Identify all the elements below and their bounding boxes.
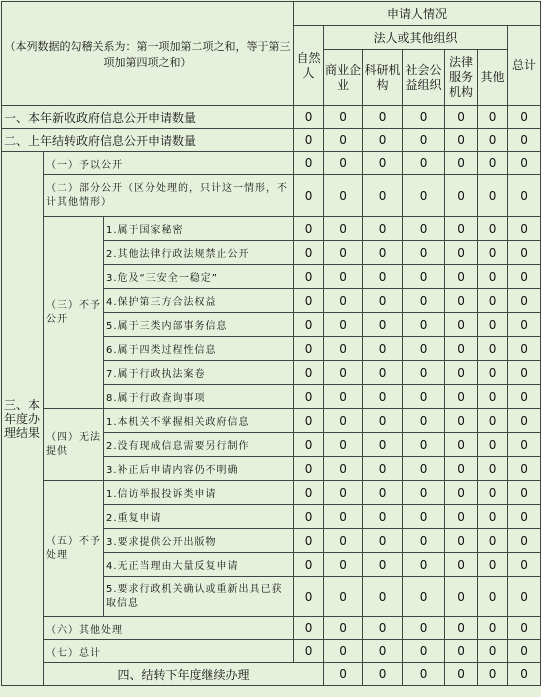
row-label: （七）总计 <box>44 640 294 663</box>
cell-value: 0 <box>508 175 541 217</box>
cell-value: 0 <box>294 409 324 433</box>
cell-value: 0 <box>478 217 508 241</box>
cell-value: 0 <box>294 265 324 289</box>
table-row <box>2 152 541 175</box>
cell-value: 0 <box>508 505 541 529</box>
cell-value: 0 <box>508 241 541 265</box>
cell-value: 0 <box>403 106 445 129</box>
cell-value: 0 <box>478 361 508 385</box>
cell-value: 0 <box>324 129 363 152</box>
cell-value: 0 <box>445 553 478 577</box>
row-label: 3.危及“三安全一稳定” <box>104 265 294 289</box>
header-legal-service: 法律服务机构 <box>445 50 478 106</box>
header-commercial: 商业企业 <box>324 50 363 106</box>
cell-value: 0 <box>403 640 445 663</box>
row-label: 1.信访举报投诉类申请 <box>104 481 294 505</box>
cell-value: 0 <box>363 409 403 433</box>
cell-value: 0 <box>324 361 363 385</box>
table-row <box>2 481 541 505</box>
cell-value: 0 <box>403 505 445 529</box>
cell-value: 0 <box>445 361 478 385</box>
cell-value: 0 <box>403 663 445 686</box>
cell-value: 0 <box>478 265 508 289</box>
cell-value: 0 <box>445 409 478 433</box>
cell-value: 0 <box>363 289 403 313</box>
cell-value: 0 <box>294 289 324 313</box>
cell-value: 0 <box>478 577 508 617</box>
header-total: 总计 <box>508 26 541 106</box>
cell-value: 0 <box>508 553 541 577</box>
cell-value: 0 <box>324 433 363 457</box>
cell-value: 0 <box>363 265 403 289</box>
table-row <box>2 129 541 152</box>
cell-value: 0 <box>478 313 508 337</box>
cell-value: 0 <box>478 175 508 217</box>
group-label-not-disclosed: （三）不予公开 <box>44 217 104 409</box>
header-natural-person: 自然人 <box>294 26 324 106</box>
cell-value: 0 <box>324 663 363 686</box>
cell-value: 0 <box>294 361 324 385</box>
cell-value: 0 <box>363 313 403 337</box>
cell-value: 0 <box>445 152 478 175</box>
cell-value: 0 <box>508 617 541 640</box>
cell-value: 0 <box>478 433 508 457</box>
row-label: （一）予以公开 <box>44 152 294 175</box>
header-legal-group: 法人或其他组织 <box>324 26 508 50</box>
cell-value: 0 <box>445 481 478 505</box>
cell-value: 0 <box>445 217 478 241</box>
cell-value: 0 <box>478 505 508 529</box>
cell-value: 0 <box>445 241 478 265</box>
cell-value: 0 <box>403 152 445 175</box>
cell-value: 0 <box>508 289 541 313</box>
cell-value: 0 <box>363 640 403 663</box>
cell-value: 0 <box>478 289 508 313</box>
cell-value: 0 <box>508 265 541 289</box>
cell-value: 0 <box>508 663 541 686</box>
cell-value: 0 <box>403 217 445 241</box>
cell-value: 0 <box>445 529 478 553</box>
cell-value: 0 <box>445 617 478 640</box>
row-label: 2.没有现成信息需要另行制作 <box>104 433 294 457</box>
cell-value: 0 <box>403 481 445 505</box>
header-note: （本列数据的勾稽关系为：第一项加第二项之和，等于第三项加第四项之和） <box>2 2 294 106</box>
table-row <box>2 663 541 686</box>
cell-value: 0 <box>324 289 363 313</box>
row-label: 2.其他法律行政法规禁止公开 <box>104 241 294 265</box>
cell-value: 0 <box>324 175 363 217</box>
cell-value: 0 <box>445 337 478 361</box>
cell-value: 0 <box>324 640 363 663</box>
row-label: 8.属于行政查询事项 <box>104 385 294 409</box>
cell-value: 0 <box>478 529 508 553</box>
cell-value: 0 <box>324 337 363 361</box>
cell-value: 0 <box>324 217 363 241</box>
cell-value: 0 <box>508 457 541 481</box>
row-label: （六）其他处理 <box>44 617 294 640</box>
cell-value: 0 <box>324 505 363 529</box>
cell-value: 0 <box>478 481 508 505</box>
header-other: 其他 <box>478 50 508 106</box>
cell-value: 0 <box>478 663 508 686</box>
cell-value: 0 <box>403 457 445 481</box>
cell-value: 0 <box>324 313 363 337</box>
cell-value: 0 <box>403 241 445 265</box>
cell-value: 0 <box>363 529 403 553</box>
gov-info-disclosure-table <box>1 1 541 686</box>
cell-value: 0 <box>363 457 403 481</box>
group-label-not-processed: （五）不予处理 <box>44 481 104 617</box>
cell-value: 0 <box>294 106 324 129</box>
cell-value: 0 <box>363 106 403 129</box>
cell-value: 0 <box>294 481 324 505</box>
cell-value: 0 <box>403 433 445 457</box>
cell-value: 0 <box>363 617 403 640</box>
cell-value: 0 <box>445 265 478 289</box>
cell-value: 0 <box>478 337 508 361</box>
cell-value: 0 <box>294 241 324 265</box>
cell-value: 0 <box>363 433 403 457</box>
table-row <box>2 175 541 217</box>
cell-value: 0 <box>478 106 508 129</box>
cell-value: 0 <box>294 385 324 409</box>
cell-value: 0 <box>324 457 363 481</box>
cell-value: 0 <box>403 409 445 433</box>
cell-value: 0 <box>294 217 324 241</box>
cell-value: 0 <box>324 385 363 409</box>
row-label: 一、本年新收政府信息公开申请数量 <box>2 106 294 129</box>
cell-value: 0 <box>403 175 445 217</box>
row-label: （二）部分公开（区分处理的，只计这一情形，不计其他情形） <box>44 175 294 217</box>
cell-value: 0 <box>363 577 403 617</box>
table-row <box>2 409 541 433</box>
row-label: 2.重复申请 <box>104 505 294 529</box>
row-label: 3.补正后申请内容仍不明确 <box>104 457 294 481</box>
cell-value: 0 <box>478 617 508 640</box>
cell-value: 0 <box>478 457 508 481</box>
cell-value: 0 <box>445 289 478 313</box>
cell-value: 0 <box>294 129 324 152</box>
cell-value: 0 <box>363 175 403 217</box>
cell-value: 0 <box>324 409 363 433</box>
row-label: 5.要求行政机关确认或重新出具已获取信息 <box>104 577 294 617</box>
cell-value: 0 <box>445 385 478 409</box>
cell-value: 0 <box>445 433 478 457</box>
cell-value: 0 <box>445 129 478 152</box>
cell-value: 0 <box>403 577 445 617</box>
table-row <box>2 640 541 663</box>
header-social: 社会公益组织 <box>403 50 445 106</box>
cell-value: 0 <box>363 663 403 686</box>
cell-value: 0 <box>403 529 445 553</box>
row-label: 7.属于行政执法案卷 <box>104 361 294 385</box>
cell-value: 0 <box>324 529 363 553</box>
table-row <box>2 617 541 640</box>
cell-value: 0 <box>445 663 478 686</box>
cell-value: 0 <box>478 640 508 663</box>
cell-value: 0 <box>363 505 403 529</box>
cell-value: 0 <box>363 481 403 505</box>
cell-value: 0 <box>508 481 541 505</box>
cell-value: 0 <box>478 385 508 409</box>
cell-value: 0 <box>445 640 478 663</box>
cell-value: 0 <box>294 577 324 617</box>
cell-value: 0 <box>294 505 324 529</box>
cell-value: 0 <box>403 361 445 385</box>
cell-value: 0 <box>403 129 445 152</box>
cell-value: 0 <box>403 313 445 337</box>
cell-value: 0 <box>294 152 324 175</box>
section3-label: 三、本年度办理结果 <box>2 152 44 686</box>
cell-value: 0 <box>403 617 445 640</box>
cell-value: 0 <box>403 385 445 409</box>
cell-value: 0 <box>445 457 478 481</box>
header-research: 科研机构 <box>363 50 403 106</box>
cell-value: 0 <box>294 640 324 663</box>
row-label: 3.要求提供公开出版物 <box>104 529 294 553</box>
cell-value: 0 <box>508 529 541 553</box>
cell-value: 0 <box>508 640 541 663</box>
cell-value: 0 <box>478 553 508 577</box>
cell-value: 0 <box>324 106 363 129</box>
cell-value: 0 <box>294 617 324 640</box>
row-label: 二、上年结转政府信息公开申请数量 <box>2 129 294 152</box>
cell-value: 0 <box>508 577 541 617</box>
cell-value: 0 <box>508 433 541 457</box>
cell-value: 0 <box>324 241 363 265</box>
group-label-unable-to-provide: （四）无法提供 <box>44 409 104 481</box>
cell-value: 0 <box>508 361 541 385</box>
cell-value: 0 <box>363 337 403 361</box>
cell-value: 0 <box>294 433 324 457</box>
cell-value: 0 <box>294 457 324 481</box>
cell-value: 0 <box>403 337 445 361</box>
cell-value: 0 <box>508 409 541 433</box>
row-label: 1.属于国家秘密 <box>104 217 294 241</box>
table-row <box>2 106 541 129</box>
cell-value: 0 <box>363 152 403 175</box>
cell-value: 0 <box>363 241 403 265</box>
cell-value: 0 <box>324 617 363 640</box>
cell-value: 0 <box>294 313 324 337</box>
cell-value: 0 <box>478 409 508 433</box>
row-label: 4.保护第三方合法权益 <box>104 289 294 313</box>
cell-value: 0 <box>363 217 403 241</box>
cell-value: 0 <box>403 553 445 577</box>
cell-value: 0 <box>508 106 541 129</box>
cell-value: 0 <box>294 337 324 361</box>
row-label: 6.属于四类过程性信息 <box>104 337 294 361</box>
cell-value: 0 <box>508 129 541 152</box>
cell-value: 0 <box>508 313 541 337</box>
cell-value: 0 <box>508 152 541 175</box>
cell-value: 0 <box>324 152 363 175</box>
cell-value: 0 <box>324 553 363 577</box>
row-label: 5.属于三类内部事务信息 <box>104 313 294 337</box>
cell-value: 0 <box>403 265 445 289</box>
cell-value: 0 <box>445 313 478 337</box>
row-label: 四、结转下年度继续办理 <box>44 663 324 686</box>
header-applicant-situation: 申请人情况 <box>294 2 541 26</box>
cell-value: 0 <box>324 265 363 289</box>
cell-value: 0 <box>478 241 508 265</box>
row-label: 4.无正当理由大量反复申请 <box>104 553 294 577</box>
cell-value: 0 <box>324 481 363 505</box>
cell-value: 0 <box>445 505 478 529</box>
cell-value: 0 <box>324 577 363 617</box>
cell-value: 0 <box>478 129 508 152</box>
cell-value: 0 <box>445 106 478 129</box>
cell-value: 0 <box>403 289 445 313</box>
cell-value: 0 <box>363 129 403 152</box>
cell-value: 0 <box>363 553 403 577</box>
cell-value: 0 <box>445 175 478 217</box>
cell-value: 0 <box>294 175 324 217</box>
cell-value: 0 <box>478 152 508 175</box>
cell-value: 0 <box>294 553 324 577</box>
cell-value: 0 <box>508 337 541 361</box>
cell-value: 0 <box>294 529 324 553</box>
cell-value: 0 <box>363 361 403 385</box>
cell-value: 0 <box>508 217 541 241</box>
table-row <box>2 217 541 241</box>
cell-value: 0 <box>508 385 541 409</box>
cell-value: 0 <box>363 385 403 409</box>
cell-value: 0 <box>445 577 478 617</box>
row-label: 1.本机关不掌握相关政府信息 <box>104 409 294 433</box>
